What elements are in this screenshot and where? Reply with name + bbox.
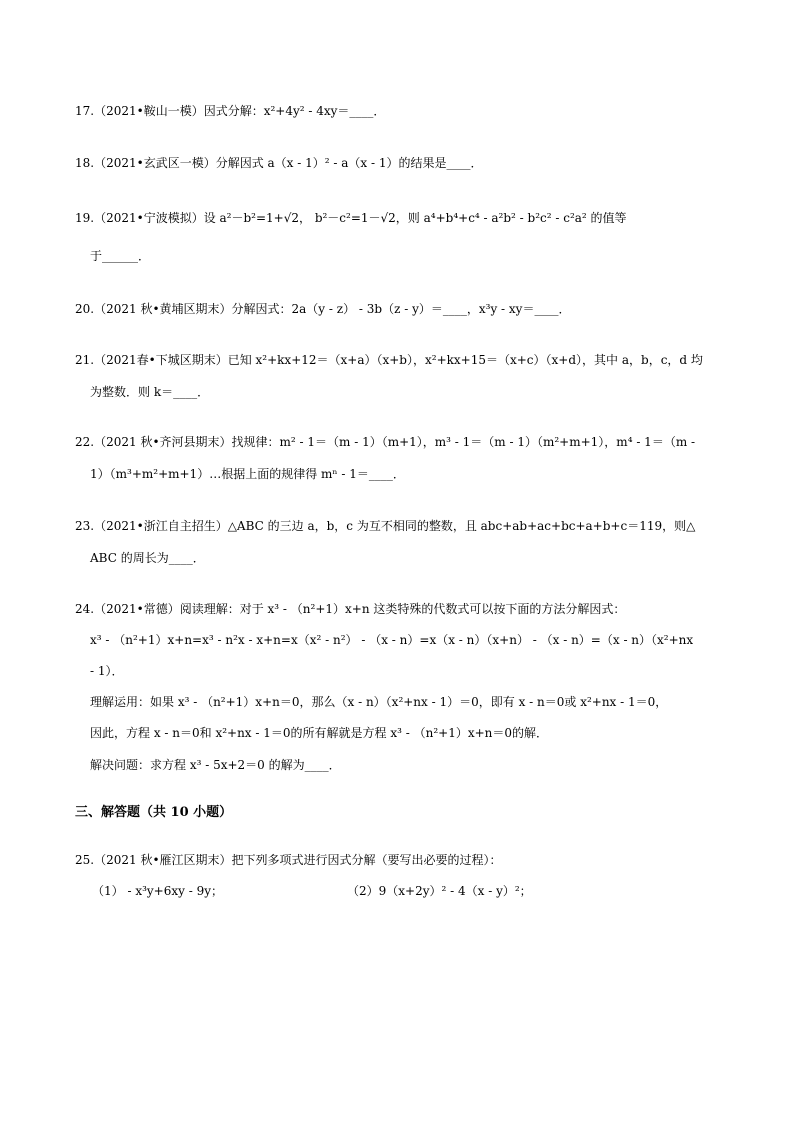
question-25: 25.（2021 秋•雁江区期末）把下列多项式进行因式分解（要写出必要的过程）：: [75, 853, 502, 867]
question-23-line-2: ABC 的周长为____．: [90, 551, 205, 565]
question-22-line-1: 22.（2021 秋•齐河县期末）找规律：m² - 1＝（m - 1）（m+1），m³ - 1＝（m - 1）（m²+m+1），m⁴ - 1＝（m -: [75, 435, 696, 449]
question-21-line-1: 21.（2021春•下城区期末）已知 x²+kx+12＝（x+a）（x+b），x²+kx+15＝（x+c）（x+d），其中 a，b，c，d 均: [75, 353, 703, 367]
question-20: 20.（2021 秋•黄埔区期末）分解因式：2a（y - z） - 3b（z - y）＝____，x³y - xy＝____．: [75, 302, 571, 316]
question-19-line-1: 19.（2021•宁波模拟）设 a²－b²=1+√2， b²－c²=1－√2，则 a⁴+b⁴+c⁴ - a²b² - b²c² - c²a² 的值等: [75, 211, 627, 225]
question-24-line-3: - 1）．: [90, 664, 124, 678]
question-24-line-5: 因此，方程 x - n＝0和 x²+nx - 1＝0的所有解就是方程 x³ - （n²+1）x+n＝0的解．: [90, 726, 549, 740]
question-19-line-2: 于______．: [90, 249, 151, 263]
question-25-part-2: （2）9（x+2y）² - 4（x - y）²；: [347, 884, 532, 898]
question-18: 18.（2021•玄武区一模）分解因式 a（x - 1）² - a（x - 1）的结果是____．: [75, 156, 483, 170]
question-24-line-4: 理解运用：如果 x³ - （n²+1）x+n＝0，那么（x - n）（x²+nx - 1）＝0，即有 x - n＝0或 x²+nx - 1＝0，: [90, 695, 668, 709]
question-24-line-2: x³ - （n²+1）x+n=x³ - n²x - x+n=x（x² - n²） - （x - n）=x（x - n）（x+n） - （x - n）=（x - n）（x²+nx: [90, 633, 694, 647]
question-24-line-6: 解决问题：求方程 x³ - 5x+2＝0 的解为____．: [90, 758, 341, 772]
question-22-line-2: 1）（m³+m²+m+1）…根据上面的规律得 mⁿ - 1＝____．: [90, 467, 405, 481]
question-21-line-2: 为整数．则 k＝____．: [90, 385, 210, 399]
section-title: 三、解答题（共 10 小题）: [75, 805, 233, 820]
question-17: 17.（2021•鞍山一模）因式分解：x²+4y² - 4xy＝____．: [75, 104, 386, 118]
question-24-line-1: 24.（2021•常德）阅读理解：对于 x³ - （n²+1）x+n 这类特殊的代数式可以按下面的方法分解因式：: [75, 602, 626, 616]
question-25-part-1: （1） - x³y+6xy - 9y；: [92, 884, 224, 898]
question-23-line-1: 23.（2021•浙江自主招生）△ABC 的三边 a，b，c 为互不相同的整数，且 abc+ab+ac+bc+a+b+c＝119，则△: [75, 519, 696, 533]
